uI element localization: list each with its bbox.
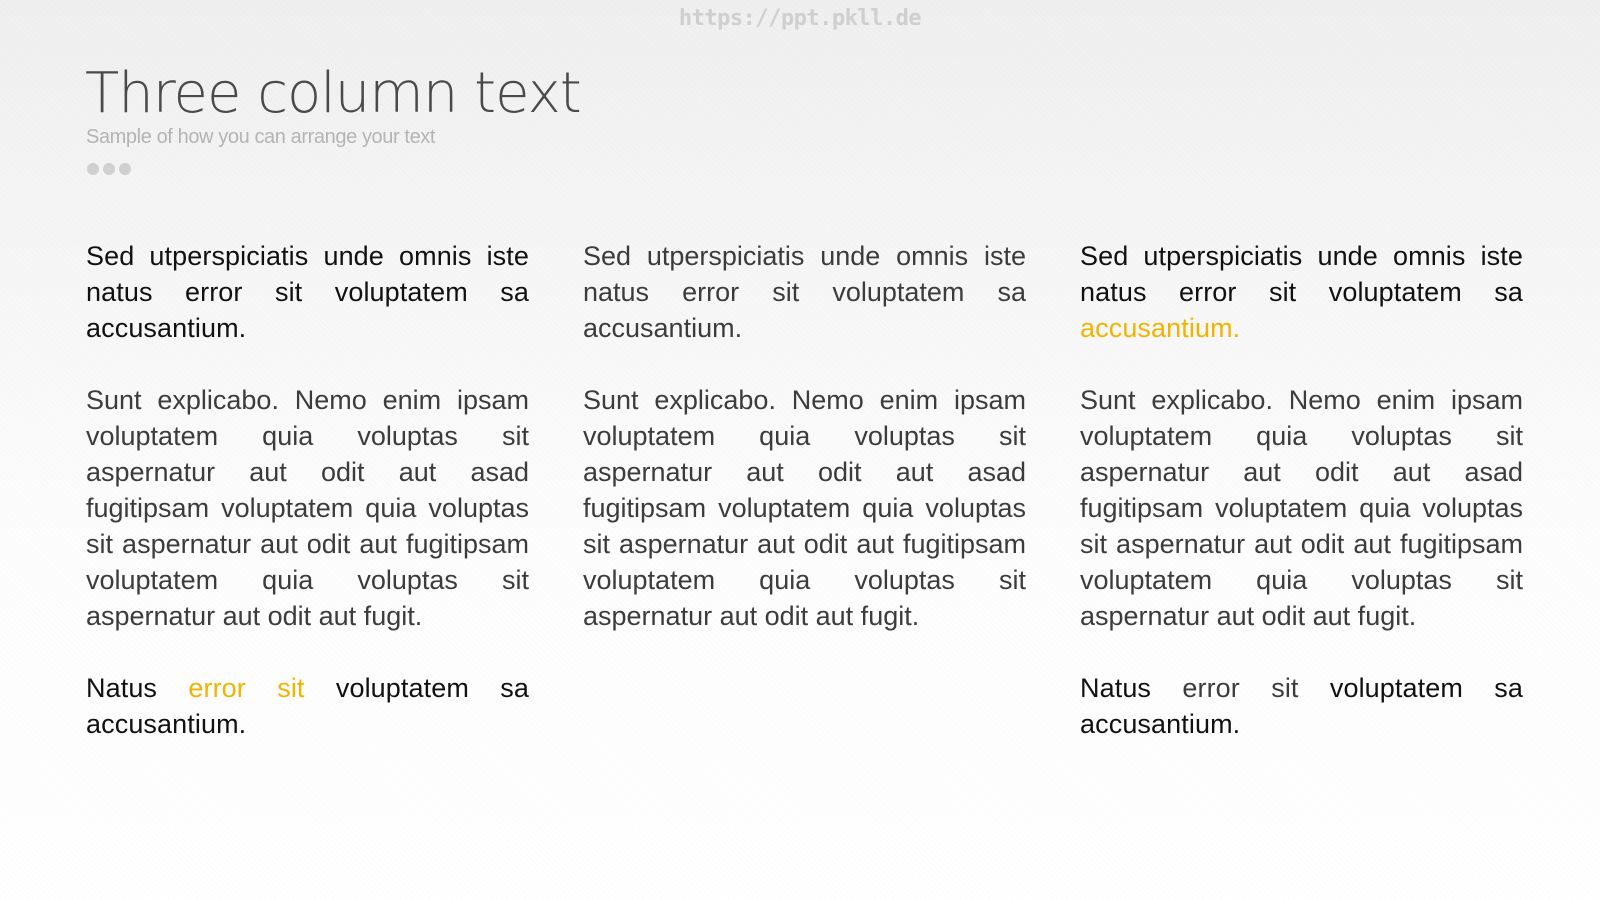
footer-text: Natus: [86, 673, 189, 703]
column-heading: Sed utperspiciatis unde omnis iste natus error sit voluptatem sa accusantium.: [583, 241, 1026, 343]
heading-text: Sed utperspiciatis unde omnis iste natus error sit voluptatem sa: [1080, 241, 1523, 307]
dot-icon: [119, 163, 131, 175]
text-column-2: [583, 238, 1026, 670]
footer-text: Natus: [1080, 673, 1183, 703]
heading-highlight: accusantium.: [1080, 313, 1241, 343]
footer-text: voluptatem sa accusantium.: [1080, 673, 1523, 739]
url-watermark: https://ppt.pkll.de: [678, 6, 922, 31]
column-heading: Sed utperspiciatis unde omnis iste natus error sit voluptatem sa accusantium.: [86, 241, 529, 343]
footer-highlight: error sit: [188, 673, 305, 703]
column-body: Sunt explicabo. Nemo enim ipsam voluptatem quia voluptas sit aspernatur aut odit aut asad fugitipsam voluptatem quia voluptas sit aspernatur aut odit aut fugitipsam voluptatem quia voluptas sit aspernatur aut odit aut fugit.: [1080, 385, 1523, 631]
column-heading: [1080, 238, 1523, 346]
page-title: Three column text: [85, 61, 581, 126]
dot-icon: [87, 163, 99, 175]
footer-light-text: error sit: [1182, 673, 1299, 703]
column-body: Sunt explicabo. Nemo enim ipsam voluptatem quia voluptas sit aspernatur aut odit aut asad fugitipsam voluptatem quia voluptas sit aspernatur aut odit aut fugitipsam voluptatem quia voluptas sit aspernatur aut odit aut fugit.: [86, 385, 529, 631]
decorative-dots: [87, 163, 131, 175]
column-body: Sunt explicabo. Nemo enim ipsam voluptatem quia voluptas sit aspernatur aut odit aut asad fugitipsam voluptatem quia voluptas sit aspernatur aut odit aut fugitipsam voluptatem quia voluptas sit aspernatur aut odit aut fugit.: [583, 385, 1026, 631]
text-column-3: [1080, 238, 1523, 778]
footer-text: voluptatem sa accusantium.: [86, 673, 529, 739]
page-subtitle: Sample of how you can arrange your text: [86, 126, 436, 148]
dot-icon: [103, 163, 115, 175]
column-footer: [86, 670, 529, 742]
column-footer: [1080, 670, 1523, 742]
text-column-1: [86, 238, 529, 778]
